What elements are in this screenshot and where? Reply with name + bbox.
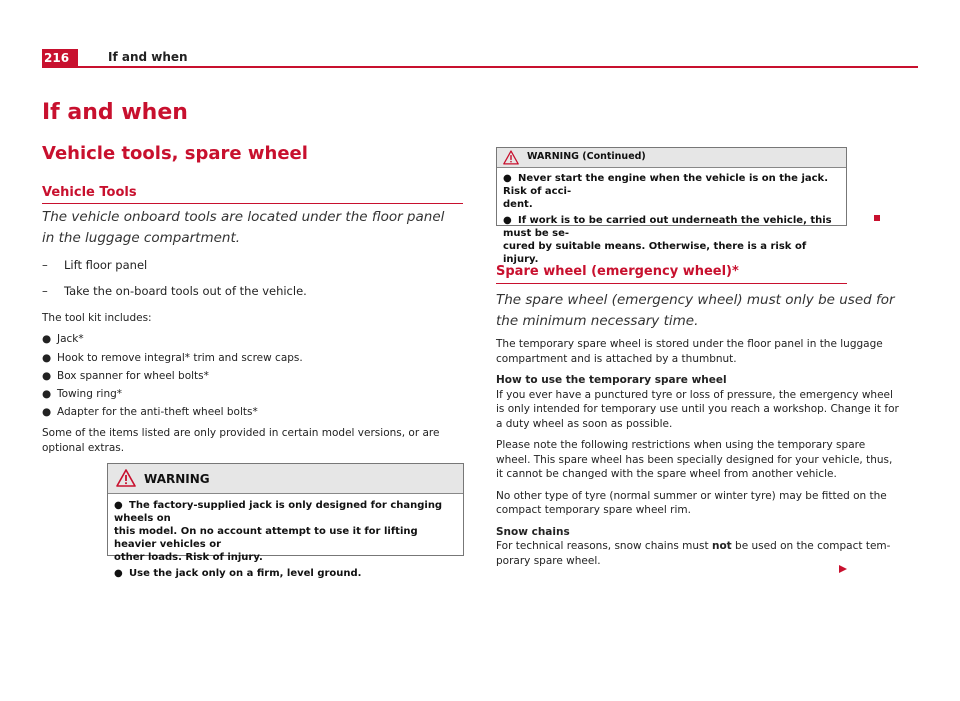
continue-arrow-icon: [838, 564, 848, 574]
spare-wheel-heading: Spare wheel (emergency wheel)*: [496, 264, 739, 279]
kit-item: ● Adapter for the anti-theft wheel bolts*: [42, 406, 258, 418]
section-end-icon: [874, 215, 880, 221]
vehicle-tools-heading: Vehicle Tools: [42, 185, 137, 200]
warning-triangle-icon: [503, 150, 519, 165]
warning-triangle-icon: [116, 469, 136, 487]
header-rule: [42, 66, 918, 68]
page-number: 216: [42, 49, 78, 67]
paragraph: Please note the following restrictions when using the temporary spare wheel. This spare wheel has been specially designed for your vehicle, thus, it cannot be changed with the spare wheel from another vehicle.: [496, 439, 893, 480]
running-header: If and when: [108, 50, 188, 64]
spare-wheel-rule: [496, 283, 847, 284]
kit-item: ● Jack*: [42, 333, 84, 345]
warning-item: ● If work is to be carried out underneath the vehicle, this must be se- cured by suitable means. Otherwise, there is a risk of injury.: [503, 215, 832, 265]
intro-line: The vehicle onboard tools are located under the floor panel: [42, 209, 445, 225]
kit-item: ● Towing ring*: [42, 388, 123, 400]
spare-wheel-body: [496, 337, 916, 568]
warning-item: ● Use the jack only on a firm, level ground.: [114, 568, 362, 579]
intro-line: in the luggage compartment.: [42, 230, 241, 246]
warning-body: [108, 494, 463, 580]
warning-label: WARNING: [144, 472, 210, 486]
vehicle-tools-intro: [42, 207, 482, 249]
warning-header: [497, 148, 846, 168]
warning-item: ● The factory-supplied jack is only designed for changing wheels on this model. On no account attempt to use it for lifting heavier vehicles or other loads. Risk of injury.: [114, 500, 443, 563]
subheading: Snow chains: [496, 525, 570, 538]
paragraph: If you ever have a punctured tyre or loss of pressure, the emergency wheel is only intended for temporary use until you reach a workshop. Change it for a duty wheel as soon as possible.: [496, 388, 899, 430]
dash-marker: –: [42, 284, 48, 298]
warning-body: [497, 168, 846, 266]
optional-note: Some of the items listed are only provided in certain model versions, or are optional extras.: [42, 427, 440, 454]
kit-intro: The tool kit includes:: [42, 312, 152, 324]
paragraph: The temporary spare wheel is stored under the floor panel in the luggage compartment and is attached by a thumbnut.: [496, 338, 883, 365]
step-item: – Take the on-board tools out of the vehicle.: [42, 284, 307, 298]
warning-box: [107, 463, 464, 579]
warning-item: ● Never start the engine when the vehicle is on the jack. Risk of acci- dent.: [503, 173, 828, 210]
kit-item: ● Hook to remove integral* trim and screw caps.: [42, 352, 303, 364]
chapter-title: If and when: [42, 100, 188, 125]
spare-wheel-intro: The spare wheel (emergency wheel) must only be used for the minimum necessary time.: [496, 292, 895, 329]
paragraph: For technical reasons, snow chains must not be used on the compact tem- porary spare wheel.: [496, 540, 891, 567]
vehicle-tools-rule: [42, 203, 463, 204]
warning-label: WARNING (Continued): [527, 151, 646, 162]
paragraph: No other type of tyre (normal summer or winter tyre) may be fitted on the compact temporary spare wheel rim.: [496, 489, 887, 516]
step-item: – Lift floor panel: [42, 258, 148, 272]
warning-header: [108, 464, 463, 494]
warning-continued-box: [496, 147, 847, 265]
subheading: How to use the temporary spare wheel: [496, 374, 727, 386]
dash-marker: –: [42, 258, 48, 272]
kit-item: ● Box spanner for wheel bolts*: [42, 370, 209, 382]
section-title: Vehicle tools, spare wheel: [42, 143, 308, 164]
